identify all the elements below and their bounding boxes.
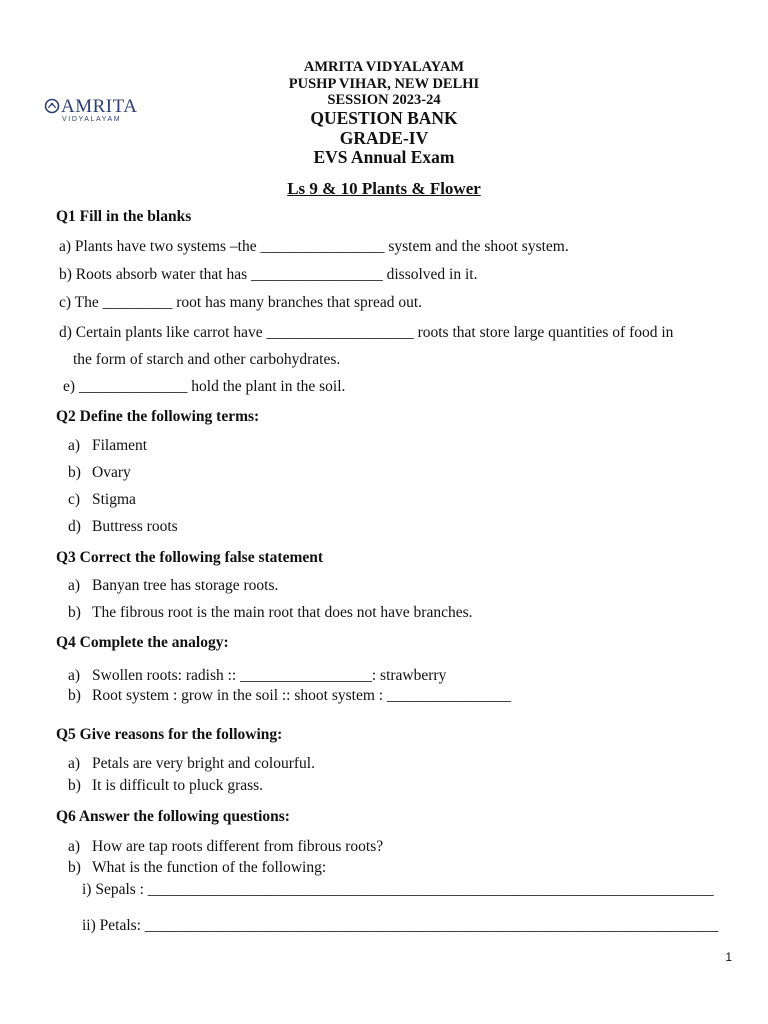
page-number: 1 bbox=[725, 950, 732, 964]
exam-name: EVS Annual Exam bbox=[313, 147, 455, 167]
q1-item-c: c) The _________ root has many branches that spread out. bbox=[59, 294, 423, 311]
q1-item-a: a) Plants have two systems –the ________________ system and the shoot system. bbox=[59, 238, 569, 255]
logo-subname: VIDYALAYAM bbox=[62, 116, 122, 123]
q3-heading: Q3 Correct the following false statement bbox=[56, 549, 324, 566]
q2-item-marker: d) bbox=[68, 518, 81, 535]
lesson-subtitle: Ls 9 & 10 Plants & Flower bbox=[287, 179, 481, 198]
q4-item-marker: b) bbox=[68, 687, 81, 704]
q2-item-marker: b) bbox=[68, 464, 81, 481]
q3-item: The fibrous root is the main root that does not have branches. bbox=[92, 604, 473, 621]
document-title: QUESTION BANK bbox=[310, 108, 458, 128]
q3-item-marker: a) bbox=[68, 577, 81, 594]
q6-item-marker: a) bbox=[68, 838, 81, 855]
q4-item-marker: a) bbox=[68, 667, 81, 684]
q5-item: Petals are very bright and colourful. bbox=[92, 755, 315, 772]
q3-item-marker: b) bbox=[68, 604, 81, 621]
q1-heading: Q1 Fill in the blanks bbox=[56, 208, 192, 225]
school-address: PUSHP VIHAR, NEW DELHI bbox=[288, 76, 480, 92]
q1-item-d-cont: the form of starch and other carbohydrates. bbox=[73, 351, 341, 368]
q5-heading: Q5 Give reasons for the following: bbox=[56, 726, 283, 743]
q2-item-marker: a) bbox=[68, 437, 81, 454]
grade: GRADE-IV bbox=[339, 128, 429, 148]
q2-item: Ovary bbox=[92, 464, 131, 481]
q6-item-marker: b) bbox=[68, 859, 81, 876]
q6-item: What is the function of the following: bbox=[92, 859, 327, 876]
q1-item-e: e) ______________ hold the plant in the soil. bbox=[63, 378, 346, 395]
session: SESSION 2023-24 bbox=[327, 92, 441, 108]
q6-item: How are tap roots different from fibrous roots? bbox=[92, 838, 384, 855]
q6-heading: Q6 Answer the following questions: bbox=[56, 808, 290, 825]
q6-sub-sepals: i) Sepals : _________________________________________________________________________ bbox=[82, 881, 714, 898]
q4-heading: Q4 Complete the analogy: bbox=[56, 634, 229, 651]
q2-item: Buttress roots bbox=[92, 518, 178, 535]
q2-item: Filament bbox=[92, 437, 148, 454]
q1-item-d: d) Certain plants like carrot have ___________________ roots that store large quantities of food in bbox=[59, 324, 674, 341]
q2-item-marker: c) bbox=[68, 491, 81, 508]
q5-item-marker: a) bbox=[68, 755, 81, 772]
q4-item: Swollen roots: radish :: _________________: strawberry bbox=[92, 667, 447, 684]
q2-heading: Q2 Define the following terms: bbox=[56, 408, 260, 425]
q1-item-b: b) Roots absorb water that has _________________ dissolved in it. bbox=[59, 266, 478, 283]
q5-item: It is difficult to pluck grass. bbox=[92, 777, 264, 794]
q6-sub-petals: ii) Petals: __________________________________________________________________________ bbox=[82, 917, 719, 934]
school-name: AMRITA VIDYALAYAM bbox=[303, 59, 465, 75]
logo-name: AMRITA bbox=[61, 96, 138, 117]
q3-item: Banyan tree has storage roots. bbox=[92, 577, 279, 594]
q5-item-marker: b) bbox=[68, 777, 81, 794]
q2-item: Stigma bbox=[92, 491, 136, 508]
q4-item: Root system : grow in the soil :: shoot system : ________________ bbox=[92, 687, 511, 704]
